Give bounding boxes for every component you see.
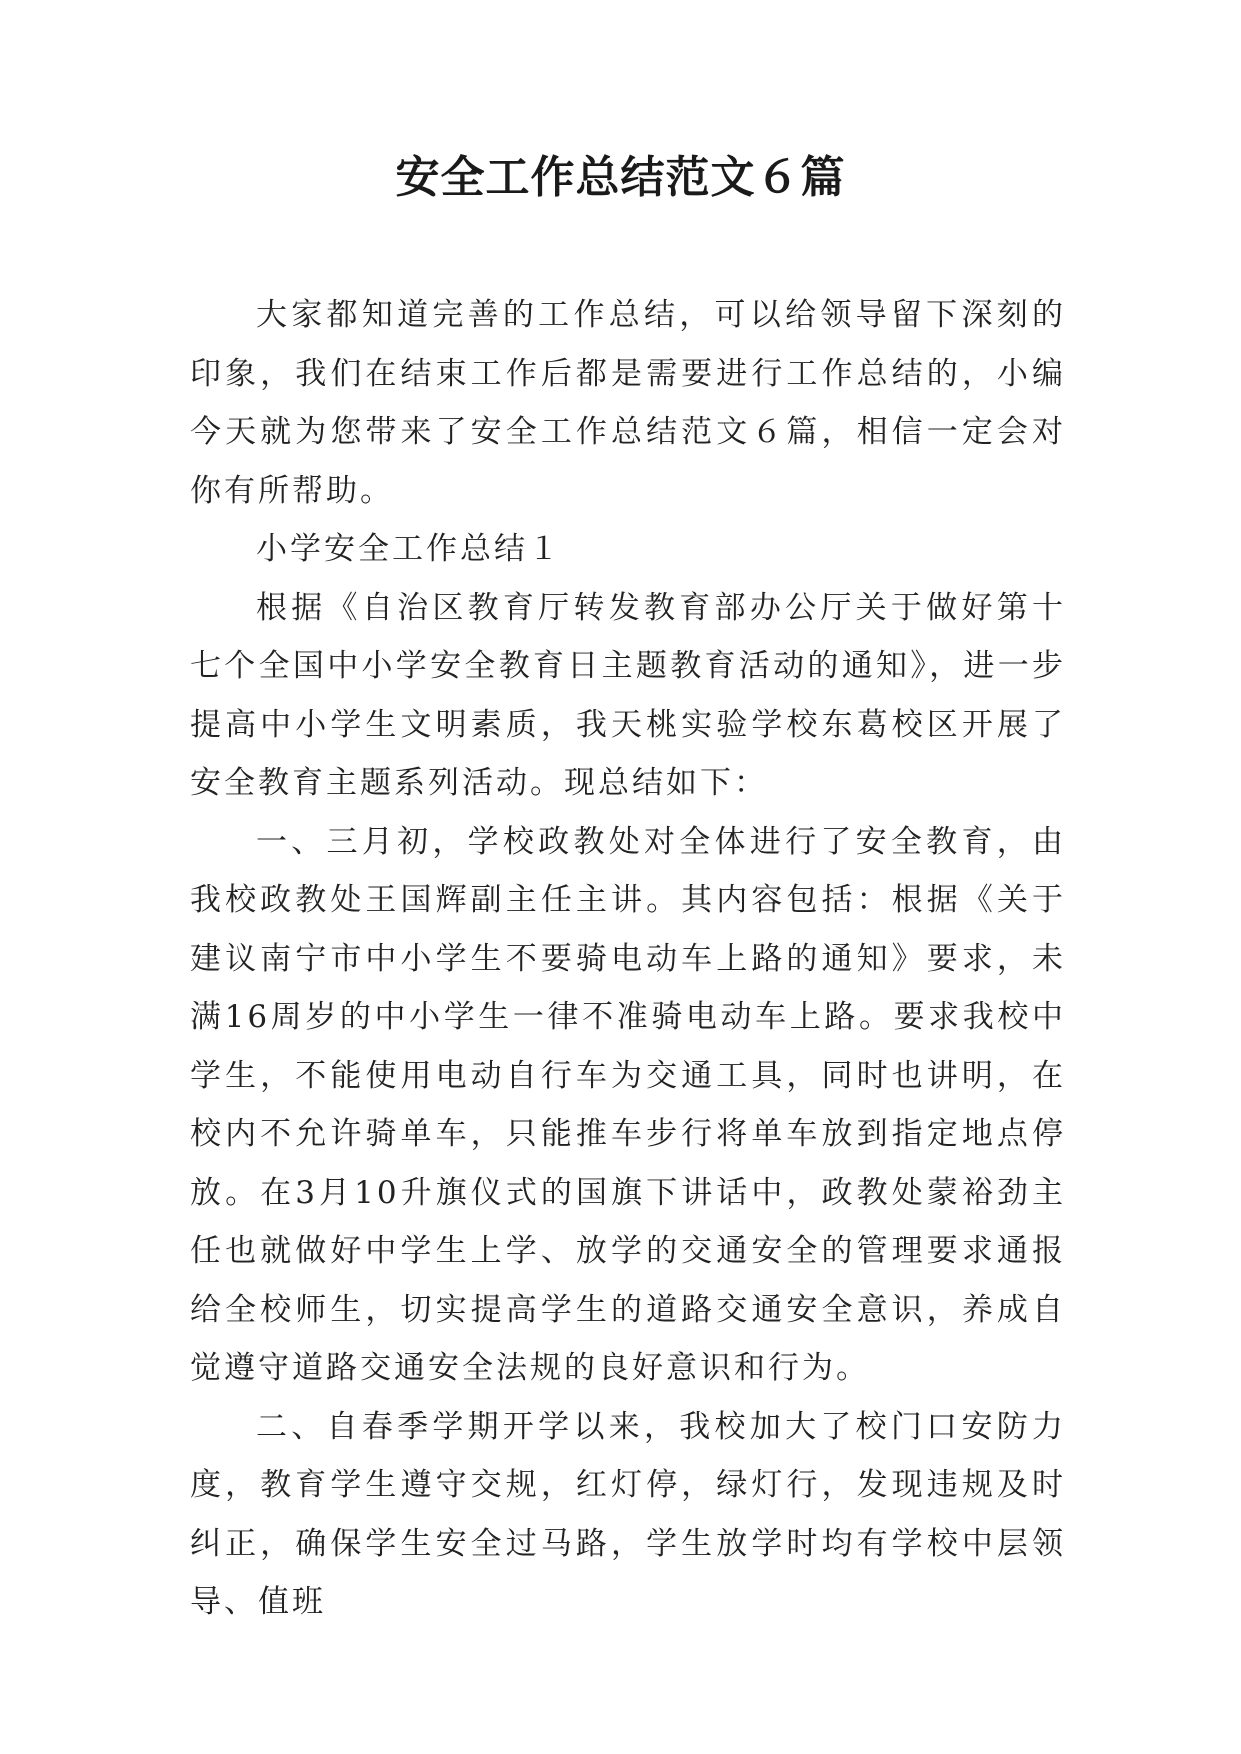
body-paragraph: 二、自春季学期开学以来，我校加大了校门口安防力度，教育学生遵守交规，红灯停，绿灯行，发现违规及时纠正，确保学生安全过马路，学生放学时均有学校中层领导、值班	[190, 1408, 1066, 1620]
document-title: 安全工作总结范文６篇	[395, 152, 846, 203]
intro-paragraph: 大家都知道完善的工作总结，可以给领导留下深刻的印象，我们在结束工作后都是需要进行工作总结的，小编今天就为您带来了安全工作总结范文６篇，相信一定会对你有所帮助。	[190, 297, 1066, 509]
document-body	[190, 286, 1066, 1632]
section-heading: 小学安全工作总结１	[256, 531, 562, 567]
body-paragraph: 一、三月初，学校政教处对全体进行了安全教育，由我校政教处王国辉副主任主讲。其内容包括：根据《关于建议南宁市中小学生不要骑电动车上路的通知》要求，未满16周岁的中小学生一律不准骑电动车上路。要求我校中学生，不能使用电动自行车为交通工具，同时也讲明，在校内不允许骑单车，只能推车步行将单车放到指定地点停放。在3月10升旗仪式的国旗下讲话中，政教处蒙裕劲主任也就做好中学生上学、放学的交通安全的管理要求通报给全校师生，切实提高学生的道路交通安全意识，养成自觉遵守道路交通安全法规的良好意识和行为。	[190, 823, 1066, 1386]
body-paragraph: 根据《自治区教育厅转发教育部办公厅关于做好第十七个全国中小学安全教育日主题教育活动的通知》，进一步提高中小学生文明素质，我天桃实验学校东葛校区开展了安全教育主题系列活动。现总结如下：	[190, 589, 1066, 801]
